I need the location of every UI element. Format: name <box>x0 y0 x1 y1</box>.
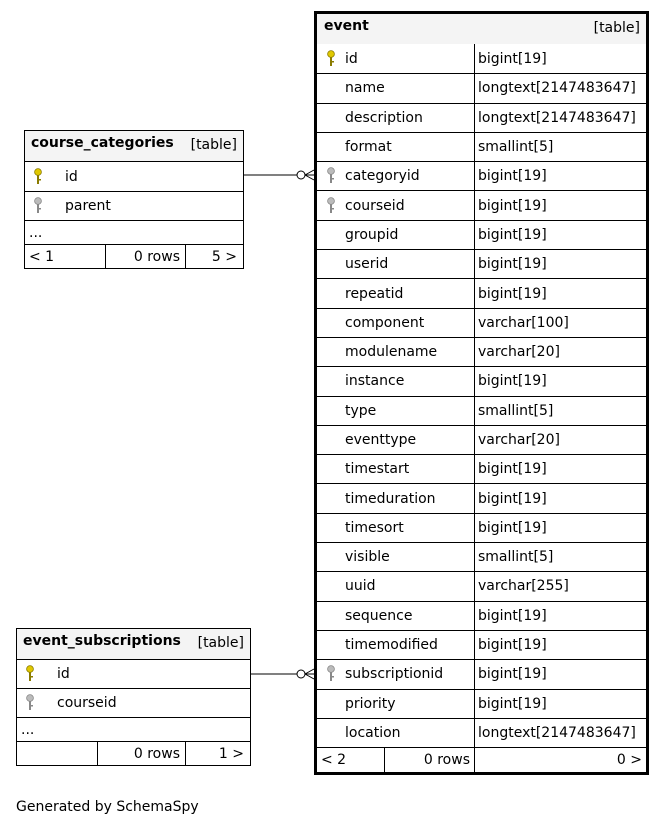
table-footer <box>25 244 243 268</box>
generated-by-label: Generated by SchemaSpy <box>16 799 199 815</box>
column-name: description <box>345 109 423 126</box>
table-header <box>25 131 243 161</box>
column-row[interactable] <box>317 571 646 600</box>
column-type: smallint[5] <box>478 549 554 566</box>
table-type-label: [table] <box>197 635 244 651</box>
table-type-label: [table] <box>593 20 640 36</box>
column-name: subscriptionid <box>345 666 444 683</box>
column-name: priority <box>345 695 396 712</box>
column-name: location <box>345 724 401 741</box>
column-row[interactable] <box>317 659 646 688</box>
column-row[interactable] <box>317 161 646 190</box>
foreign-key-icon <box>326 197 336 215</box>
table-event-subscriptions[interactable] <box>16 628 251 766</box>
more-columns-ellipsis: ... <box>29 224 43 241</box>
column-name: timestart <box>345 461 410 478</box>
foreign-key-icon <box>33 197 43 215</box>
column-name: timesort <box>345 519 404 536</box>
table-footer <box>17 741 250 765</box>
column-name: timemodified <box>345 637 438 654</box>
primary-key-icon <box>33 168 43 186</box>
column-row[interactable] <box>317 483 646 512</box>
column-type: bigint[19] <box>478 50 547 67</box>
column-row[interactable] <box>317 220 646 249</box>
table-event[interactable] <box>314 11 649 775</box>
row-count: 0 rows <box>133 745 180 762</box>
column-name: groupid <box>345 226 399 243</box>
children-count[interactable]: 1 > <box>218 745 244 762</box>
table-header <box>317 14 646 44</box>
column-type: bigint[19] <box>478 197 547 214</box>
column-row[interactable] <box>317 718 646 747</box>
column-row[interactable] <box>25 161 243 191</box>
column-row[interactable] <box>317 308 646 337</box>
children-count[interactable]: 0 > <box>616 752 642 769</box>
column-name: name <box>345 80 385 97</box>
event-column-list <box>317 44 646 747</box>
column-row[interactable] <box>317 542 646 571</box>
table-footer <box>317 747 646 772</box>
column-name: type <box>345 402 377 419</box>
table-name: course_categories <box>31 135 174 151</box>
column-name: visible <box>345 549 390 566</box>
column-type: bigint[19] <box>478 285 547 302</box>
children-count[interactable]: 5 > <box>211 248 237 265</box>
column-type: bigint[19] <box>478 666 547 683</box>
column-row[interactable] <box>317 366 646 395</box>
column-row[interactable] <box>317 630 646 659</box>
column-name: sequence <box>345 607 413 624</box>
column-name: uuid <box>345 578 376 595</box>
column-name: courseid <box>57 695 117 711</box>
column-type: longtext[2147483647] <box>478 80 636 97</box>
column-name: eventtype <box>345 432 417 448</box>
column-row[interactable] <box>317 396 646 425</box>
column-row[interactable] <box>317 132 646 161</box>
column-row[interactable] <box>317 513 646 542</box>
parents-count[interactable]: < 1 <box>29 248 55 265</box>
column-type: bigint[19] <box>478 373 547 390</box>
more-columns-row <box>17 717 250 741</box>
table-name: event_subscriptions <box>23 633 181 649</box>
column-row[interactable] <box>317 44 646 73</box>
column-type: smallint[5] <box>478 402 554 419</box>
foreign-key-icon <box>326 665 336 683</box>
column-type: bigint[19] <box>478 461 547 478</box>
column-type: bigint[19] <box>478 168 547 185</box>
column-row[interactable] <box>317 249 646 278</box>
column-name: id <box>345 50 358 67</box>
column-name: repeatid <box>345 285 404 302</box>
column-row[interactable] <box>317 337 646 366</box>
column-name: modulename <box>345 344 438 361</box>
column-type: bigint[19] <box>478 519 547 536</box>
column-type: bigint[19] <box>478 256 547 273</box>
foreign-key-icon <box>326 167 336 185</box>
column-name: id <box>57 666 70 682</box>
table-type-label: [table] <box>190 137 237 153</box>
column-row[interactable] <box>317 425 646 454</box>
column-name: courseid <box>345 197 405 214</box>
table-header <box>17 629 250 659</box>
column-type: bigint[19] <box>478 226 547 243</box>
column-name: id <box>65 168 78 185</box>
column-type: bigint[19] <box>478 637 547 654</box>
column-type: smallint[5] <box>478 139 554 156</box>
table-course-categories[interactable] <box>24 130 244 269</box>
column-row[interactable] <box>317 601 646 630</box>
row-count: 0 rows <box>133 248 180 265</box>
column-row[interactable] <box>17 659 250 688</box>
column-name: instance <box>345 373 405 390</box>
column-row[interactable] <box>317 689 646 718</box>
column-row[interactable] <box>317 73 646 102</box>
column-type: varchar[100] <box>478 314 569 331</box>
more-columns-row <box>25 220 243 244</box>
column-row[interactable] <box>25 191 243 220</box>
column-type: longtext[2147483647] <box>478 109 636 126</box>
more-columns-ellipsis: ... <box>21 721 35 738</box>
column-type: varchar[20] <box>478 344 560 361</box>
foreign-key-icon <box>25 694 35 712</box>
column-type: bigint[19] <box>478 695 547 712</box>
column-row[interactable] <box>317 103 646 132</box>
column-type: varchar[20] <box>478 432 560 448</box>
column-type: varchar[255] <box>478 578 569 595</box>
column-type: bigint[19] <box>478 490 547 507</box>
column-type: longtext[2147483647] <box>478 724 636 741</box>
row-count: 0 rows <box>423 752 470 769</box>
column-row[interactable] <box>317 190 646 219</box>
parents-count[interactable]: < 2 <box>321 752 347 769</box>
column-row[interactable] <box>17 688 250 717</box>
column-name: format <box>345 139 392 156</box>
column-name: component <box>345 314 425 331</box>
primary-key-icon <box>326 50 336 68</box>
column-row[interactable] <box>317 278 646 307</box>
table-name: event <box>324 18 369 34</box>
column-name: categoryid <box>345 168 420 185</box>
column-name: parent <box>65 198 111 214</box>
column-name: timeduration <box>345 490 436 507</box>
column-row[interactable] <box>317 454 646 483</box>
column-type: bigint[19] <box>478 607 547 624</box>
column-name: userid <box>345 256 389 273</box>
primary-key-icon <box>25 665 35 683</box>
